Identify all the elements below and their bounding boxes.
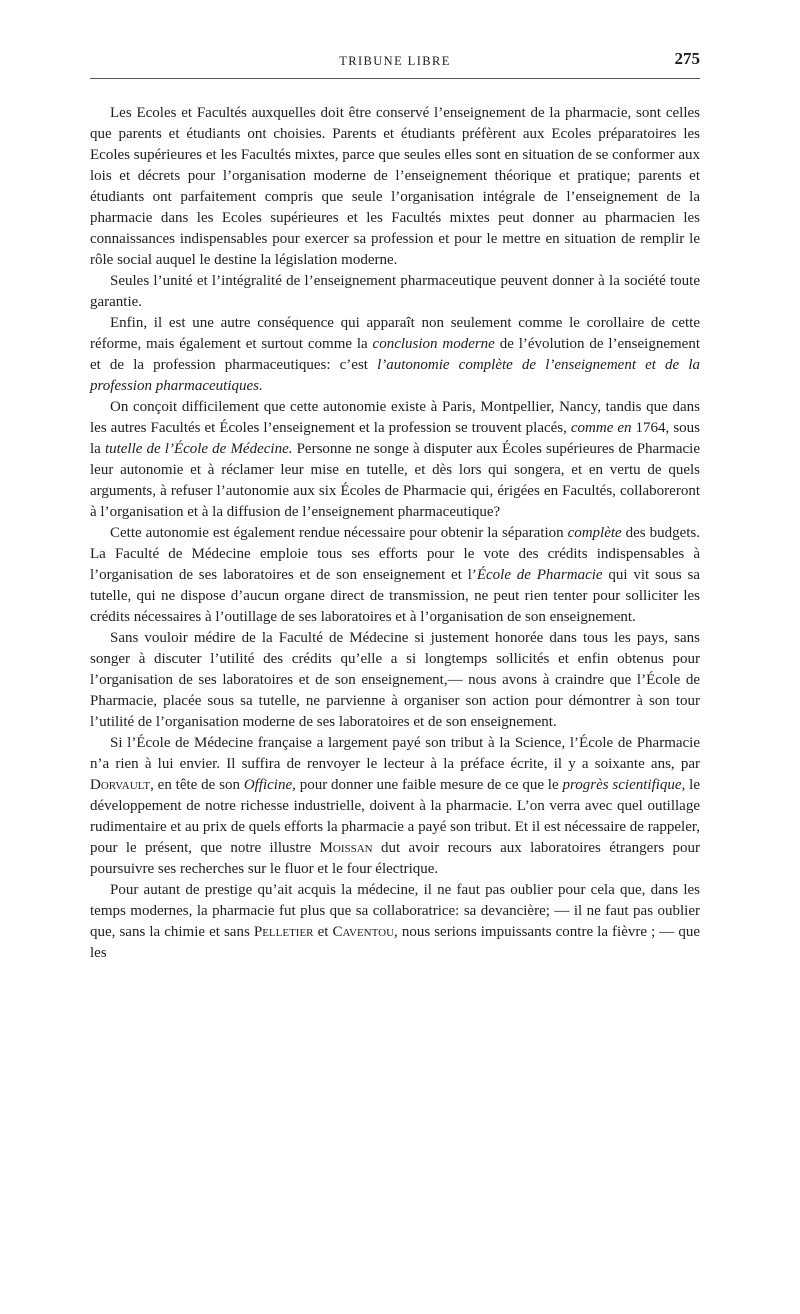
running-title: TRIBUNE LIBRE [339, 54, 451, 68]
paragraph [90, 733, 700, 880]
small-caps-name: Moissan [319, 840, 373, 856]
text-run: , pour donner une faible mesure de ce que le [292, 777, 563, 793]
text-run: On conçoit difficilement que cette autonomie existe à Paris, Montpellier, Nancy, tandis que dans les autres Facultés et Écoles l’enseignement et la profession se trouvent placés, [90, 399, 700, 436]
running-head [90, 49, 700, 79]
paragraph [90, 103, 700, 271]
small-caps-name: Pelletier [253, 924, 314, 940]
paragraph [90, 271, 700, 313]
text-run: Pour autant de prestige qu’ait acquis la médecine, il ne faut pas oublier pour cela que, dans les temps modernes, la pharmacie fut plus que sa collaboratrice: sa devancière; — il ne faut pas oublier que, sans la chimie et sans [90, 882, 700, 940]
text-run: Si l’École de Médecine française a largement payé son tribut à la Science, l’École de Pharmacie n’a rien à lui envier. Il suffira de renvoyer le lecteur à la préface écrite, il y a soixante ans, par [90, 735, 700, 772]
text-run: , le développement de notre richesse industrielle, doivent à la pharmacie. L’on verra avec quel outillage rudimentaire et au prix de quels efforts la pharmacie a payé son tribut. Et il est nécessaire de rappeler, pour le présent, que notre illustre [90, 777, 700, 856]
text-run: Personne ne songe à disputer aux Écoles supérieures de Pharmacie leur autonomie et à réclamer leur mise en tutelle, et dès lors qui songera, et en vertu de quels arguments, à refuser l’autonomie aux six Écoles de Pharmacie qui, érigées en Facultés, collaboreront à l’organisation et à la diffusion de l’enseignement pharmaceutique? [90, 441, 700, 520]
italic-text: complète [567, 525, 622, 541]
italic-text: École de Pharmacie [476, 567, 603, 583]
small-caps-name: Caventou [332, 924, 395, 940]
paragraph [90, 313, 700, 397]
text-run: de l’évolution de l’enseignement et de la profession pharmaceutiques: c’est [90, 336, 700, 373]
text-run: , nous serions impuissants contre la fièvre ; — que les [90, 924, 701, 961]
text-run: , en tête de son [150, 777, 244, 793]
paragraph [90, 523, 700, 628]
text-run: et [313, 924, 333, 940]
paragraph [90, 397, 700, 523]
body-text [90, 103, 700, 964]
text-run: des budgets. La Faculté de Médecine emploie tous ses efforts pour le vote des crédits indispensables à l’organisation de ses laboratoires et de son enseignement et l’ [90, 525, 700, 583]
italic-text: Officine [243, 777, 293, 793]
text-run: dut avoir recours aux laboratoires étrangers pour poursuivre ses recherches sur le fluor et le four électrique. [90, 840, 700, 877]
paragraph [90, 880, 700, 964]
text-run: Les Ecoles et Facultés auxquelles doit être conservé l’enseignement de la pharmacie, sont celles que parents et étudiants ont choisies. Parents et étudiants préfèrent aux Ecoles préparatoires les Ecoles supérieures et les Facultés mixtes, parce que seules elles sont en situation de se conformer aux lois et décrets pour l’organisation moderne de l’enseignement théorique et pratique; parents et étudiants ont parfaitement compris que seule l’organisation intégrale de l’enseignement de la pharmacie dans les Ecoles supérieures et les Facultés mixtes peut donner au pharmacien les connaissances indispensables pour exercer sa profession et pour le mettre en situation de remplir le rôle social auquel le destine la législation moderne. [90, 105, 700, 268]
italic-text: comme en [570, 420, 632, 436]
small-caps-name: Dorvault [90, 777, 151, 793]
text-run: Cette autonomie est également rendue nécessaire pour obtenir la séparation [110, 525, 568, 541]
text-run: qui vit sous sa tutelle, qui ne dispose d’aucun organe direct de transmission, ne peut rien tenter pour solliciter les crédits nécessaires à l’outillage de ses laboratoires et à l’organisation de son enseignement. [90, 567, 700, 625]
page-number: 275 [674, 49, 700, 68]
text-run: Enfin, il est une autre conséquence qui apparaît non seulement comme le corollaire de cette réforme, mais également et surtout comme la [90, 315, 700, 352]
text-run: Sans vouloir médire de la Faculté de Médecine si justement honorée dans tous les pays, sans songer à discuter l’utilité des crédits qu’elle a si longtemps sollicités et enfin obtenus pour l’organisation de ses laboratoires et de son enseignement,— nous avons à craindre que l’École de Pharmacie, placée sous sa tutelle, ne parvienne à organiser son action pour démontrer à son tour l’utilité de l’organisation moderne de ses laboratoires et de son enseignement. [90, 630, 700, 730]
text-run: Seules l’unité et l’intégralité de l’enseignement pharmaceutique peuvent donner à la société toute garantie. [90, 273, 700, 310]
italic-text: l’autonomie complète de l’enseignement et de la profession pharmaceutiques. [90, 357, 700, 394]
italic-text: conclusion moderne [372, 336, 495, 352]
text-run: 1764, sous la [90, 420, 700, 457]
italic-text: tutelle de l’École de Médecine. [104, 441, 293, 457]
paragraph [90, 628, 700, 733]
italic-text: progrès scientifique [562, 777, 682, 793]
